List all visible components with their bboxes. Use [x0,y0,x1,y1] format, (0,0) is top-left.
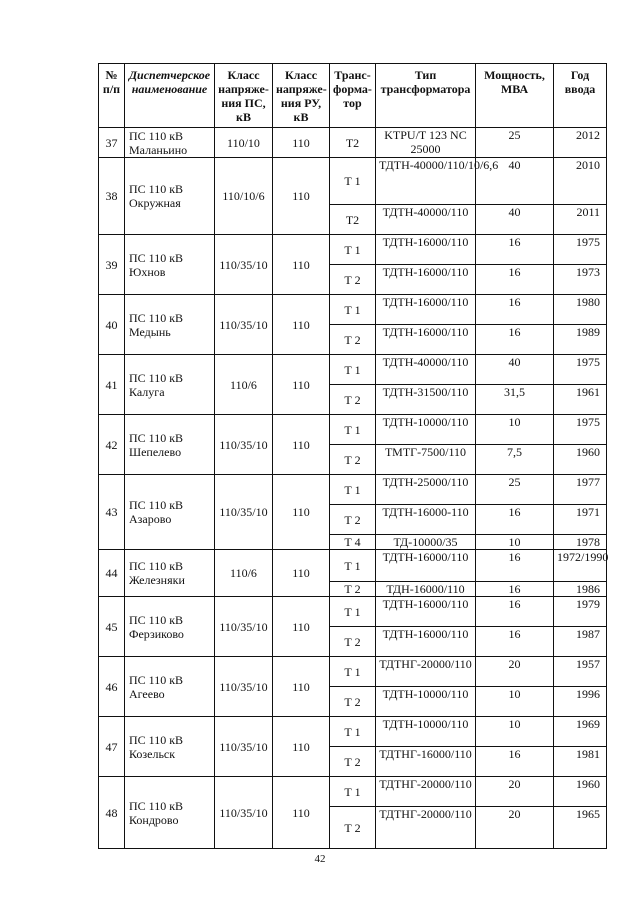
transformer-power: 20 [476,657,554,687]
transformer-id: Т 1 [330,777,376,807]
ru-voltage-class: 110 [273,158,330,235]
commission-year: 2012 [554,128,607,158]
transformer-type: ТДТН-10000/110 [376,717,476,747]
commission-year: 1978 [554,535,607,550]
ps-voltage-class: 110/35/10 [215,475,273,550]
row-number: 41 [99,355,125,415]
commission-year: 1989 [554,325,607,355]
ps-voltage-class: 110/35/10 [215,717,273,777]
ru-voltage-class: 110 [273,475,330,550]
transformer-id: Т 2 [330,627,376,657]
table-row [99,415,607,445]
col-header-ru-class: Класс напряже-ния РУ, кВ [273,64,330,128]
transformer-type: ТДТН-10000/110 [376,687,476,717]
transformer-id: Т 1 [330,355,376,385]
commission-year: 1975 [554,415,607,445]
transformer-id: Т2 [330,205,376,235]
table-row [99,235,607,265]
table-row [99,128,607,158]
commission-year: 1971 [554,505,607,535]
transformer-id: Т 1 [330,657,376,687]
substation-name: ПС 110 кВ Медынь [125,295,215,355]
col-header-type: Тип трансформатора [376,64,476,128]
ru-voltage-class: 110 [273,295,330,355]
commission-year: 1960 [554,445,607,475]
col-header-power: Мощность, МВА [476,64,554,128]
substation-name: ПС 110 кВ Агеево [125,657,215,717]
row-number: 45 [99,597,125,657]
transformer-power: 40 [476,158,554,205]
commission-year: 1981 [554,747,607,777]
transformer-power: 16 [476,265,554,295]
transformer-power: 16 [476,747,554,777]
table-row [99,475,607,505]
ps-voltage-class: 110/35/10 [215,235,273,295]
transformer-type: ТДТН-10000/110 [376,415,476,445]
table-row [99,657,607,687]
substation-name: ПС 110 кВ Кондрово [125,777,215,849]
row-number: 43 [99,475,125,550]
commission-year: 1975 [554,355,607,385]
transformer-power: 16 [476,505,554,535]
transformer-type: ТДТНГ-16000/110 [376,747,476,777]
transformer-type: KTPU/T 123 NC 25000 [376,128,476,158]
transformer-id: Т 1 [330,295,376,325]
ps-voltage-class: 110/10/6 [215,158,273,235]
ru-voltage-class: 110 [273,128,330,158]
substation-name: ПС 110 кВ Козельск [125,717,215,777]
substation-name: ПС 110 кВ Ферзиково [125,597,215,657]
table-row [99,717,607,747]
row-number: 37 [99,128,125,158]
transformer-power: 16 [476,597,554,627]
ru-voltage-class: 110 [273,657,330,717]
transformer-type: ТДТНГ-20000/110 [376,657,476,687]
transformer-type: ТДТН-16000/110 [376,550,476,582]
transformer-power: 20 [476,807,554,849]
row-number: 42 [99,415,125,475]
substation-name: ПС 110 кВ Юхнов [125,235,215,295]
commission-year: 1972/1990 [554,550,607,582]
ru-voltage-class: 110 [273,415,330,475]
transformer-power: 16 [476,627,554,657]
transformer-id: Т 2 [330,325,376,355]
row-number: 46 [99,657,125,717]
row-number: 39 [99,235,125,295]
transformer-type: ТДТН-40000/110 [376,205,476,235]
ps-voltage-class: 110/35/10 [215,657,273,717]
transformer-id: Т 2 [330,265,376,295]
commission-year: 1986 [554,582,607,597]
ru-voltage-class: 110 [273,777,330,849]
transformer-id: Т 4 [330,535,376,550]
ps-voltage-class: 110/35/10 [215,777,273,849]
substation-name: ПС 110 кВ Маланьино [125,128,215,158]
commission-year: 1987 [554,627,607,657]
row-number: 47 [99,717,125,777]
transformer-type: ТДТН-31500/110 [376,385,476,415]
transformer-power: 16 [476,582,554,597]
commission-year: 1960 [554,777,607,807]
transformer-power: 7,5 [476,445,554,475]
table-row [99,597,607,627]
commission-year: 1996 [554,687,607,717]
col-header-num: № п/п [99,64,125,128]
transformer-power: 10 [476,535,554,550]
table-row [99,777,607,807]
transformer-power: 10 [476,687,554,717]
transformer-id: Т2 [330,128,376,158]
transformer-type: ТДТН-16000/110 [376,325,476,355]
col-header-name: Диспетчерское наименование [125,64,215,128]
commission-year: 2011 [554,205,607,235]
transformer-type: ТМТГ-7500/110 [376,445,476,475]
transformer-id: Т 2 [330,505,376,535]
transformer-id: Т 2 [330,687,376,717]
substation-name: ПС 110 кВ Шепелево [125,415,215,475]
ru-voltage-class: 110 [273,550,330,597]
transformer-power: 31,5 [476,385,554,415]
transformer-power: 10 [476,415,554,445]
row-number: 48 [99,777,125,849]
table-row [99,295,607,325]
commission-year: 1979 [554,597,607,627]
transformer-power: 25 [476,128,554,158]
substation-name: ПС 110 кВ Калуга [125,355,215,415]
ru-voltage-class: 110 [273,717,330,777]
transformer-type: ТДТН-25000/110 [376,475,476,505]
transformer-power: 16 [476,235,554,265]
transformer-type: ТДТН-16000/110 [376,295,476,325]
transformer-id: Т 1 [330,475,376,505]
ps-voltage-class: 110/6 [215,355,273,415]
col-header-year: Год ввода [554,64,607,128]
ru-voltage-class: 110 [273,355,330,415]
col-header-transformer: Транс-форма-тор [330,64,376,128]
commission-year: 1973 [554,265,607,295]
transformer-type: ТДН-16000/110 [376,582,476,597]
table-body [99,128,607,849]
table-row [99,355,607,385]
ps-voltage-class: 110/6 [215,550,273,597]
transformer-type: ТДТНГ-20000/110 [376,807,476,849]
substation-name: ПС 110 кВ Железняки [125,550,215,597]
transformer-power: 16 [476,325,554,355]
transformer-type: ТДТН-16000/110 [376,597,476,627]
transformer-id: Т 2 [330,582,376,597]
transformer-id: Т 1 [330,717,376,747]
transformer-id: Т 2 [330,385,376,415]
transformer-power: 10 [476,717,554,747]
commission-year: 1965 [554,807,607,849]
page-number: 42 [314,853,326,865]
transformer-power: 40 [476,205,554,235]
commission-year: 1975 [554,235,607,265]
commission-year: 1961 [554,385,607,415]
transformer-type: ТДТН-40000/110 [376,355,476,385]
commission-year: 2010 [554,158,607,205]
commission-year: 1980 [554,295,607,325]
ps-voltage-class: 110/35/10 [215,597,273,657]
transformer-id: Т 2 [330,807,376,849]
transformer-type: ТДТН-16000/110 [376,627,476,657]
substation-name: ПС 110 кВ Азарово [125,475,215,550]
transformer-power: 40 [476,355,554,385]
transformer-id: Т 1 [330,415,376,445]
row-number: 44 [99,550,125,597]
commission-year: 1977 [554,475,607,505]
col-header-ps-class: Класс напряже-ния ПС, кВ [215,64,273,128]
header-row [99,64,607,128]
transformer-id: Т 1 [330,158,376,205]
ps-voltage-class: 110/10 [215,128,273,158]
substation-table [98,63,607,849]
ru-voltage-class: 110 [273,597,330,657]
transformer-power: 25 [476,475,554,505]
transformer-id: Т 1 [330,550,376,582]
table-row [99,550,607,582]
table-row [99,158,607,205]
transformer-type: ТДТН-16000/110 [376,235,476,265]
ru-voltage-class: 110 [273,235,330,295]
row-number: 38 [99,158,125,235]
transformer-type: ТДТН-16000/110 [376,265,476,295]
transformer-id: Т 2 [330,747,376,777]
transformer-type: ТДТН-16000-110 [376,505,476,535]
transformer-power: 16 [476,295,554,325]
substation-name: ПС 110 кВ Окружная [125,158,215,235]
commission-year: 1957 [554,657,607,687]
row-number: 40 [99,295,125,355]
transformer-type: ТД-10000/35 [376,535,476,550]
transformer-power: 16 [476,550,554,582]
transformer-id: Т 2 [330,445,376,475]
ps-voltage-class: 110/35/10 [215,295,273,355]
commission-year: 1969 [554,717,607,747]
transformer-power: 20 [476,777,554,807]
transformer-type: ТДТН-40000/110/10/6,6 [376,158,476,205]
ps-voltage-class: 110/35/10 [215,415,273,475]
transformer-id: Т 1 [330,597,376,627]
transformer-id: Т 1 [330,235,376,265]
transformer-type: ТДТНГ-20000/110 [376,777,476,807]
